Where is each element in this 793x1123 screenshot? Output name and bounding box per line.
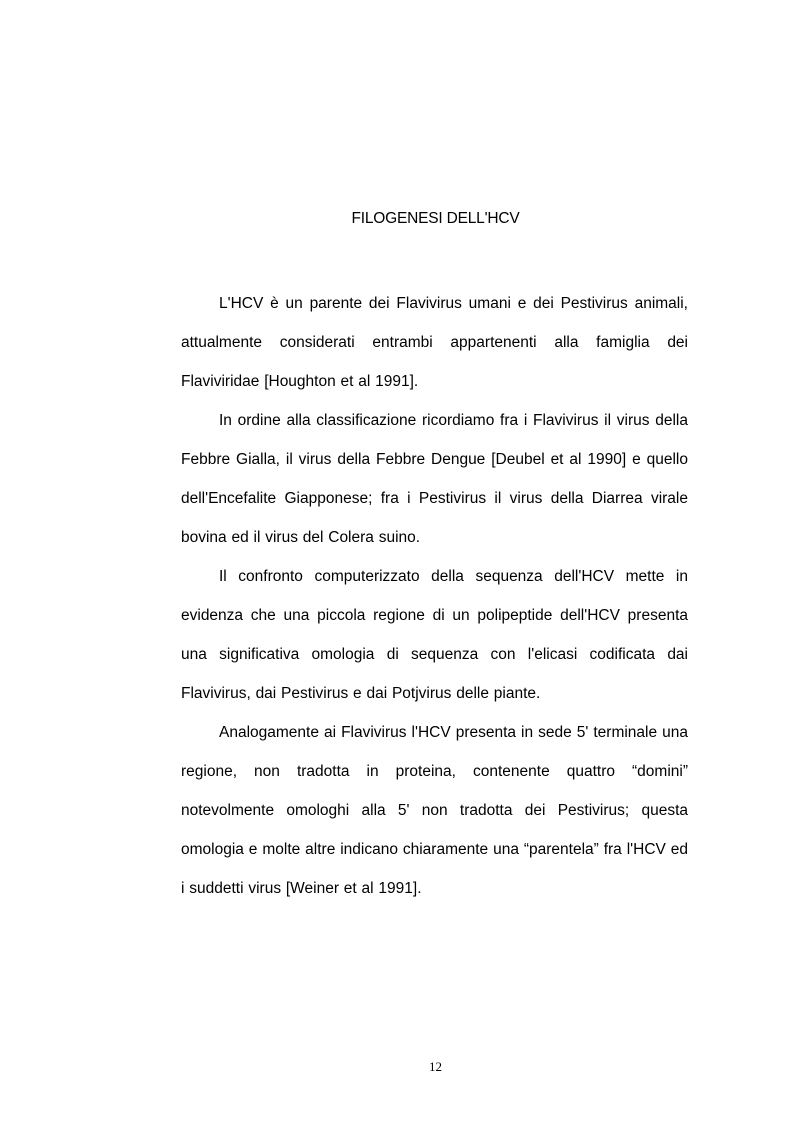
- page-title: FILOGENESI DELL'HCV: [351, 210, 520, 227]
- page-number: 12: [429, 1059, 442, 1074]
- paragraph-1: L'HCV è un parente dei Flavivirus umani e dei Pestivirus animali, attualmente considerati entrambi appartenenti alla famiglia dei Flaviviridae [Houghton et al 1991].: [181, 295, 688, 390]
- body-text: [181, 284, 688, 908]
- paragraph-3: Il confronto computerizzato della sequenza dell'HCV mette in evidenza che una piccola regione di un polipeptide dell'HCV presenta una significativa omologia di sequenza con l'elicasi codificata dai Flavivirus, dai Pestivirus e dai Potjvirus delle piante.: [181, 568, 688, 702]
- paragraph-2: In ordine alla classificazione ricordiamo fra i Flavivirus il virus della Febbre Gialla, il virus della Febbre Dengue [Deubel et al 1990] e quello dell'Encefalite Giapponese; fra i Pestivirus il virus della Diarrea virale bovina ed il virus del Colera suino.: [181, 412, 688, 546]
- paragraph-4: Analogamente ai Flavivirus l'HCV presenta in sede 5' terminale una regione, non tradotta in proteina, contenente quattro “domini” notevolmente omologhi alla 5' non tradotta dei Pestivirus; questa omologia e molte altre indicano chiaramente una “parentela” fra l'HCV ed i suddetti virus [Weiner et al 1991].: [181, 724, 688, 897]
